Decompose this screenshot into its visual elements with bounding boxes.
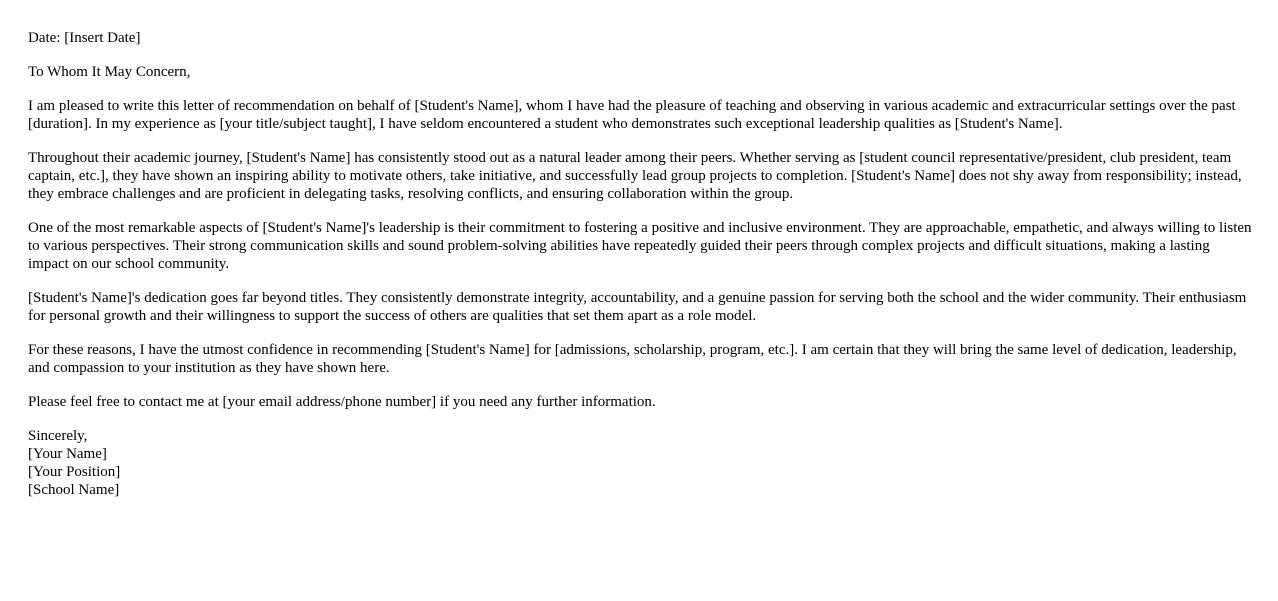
letter-date: Date: [Insert Date]	[28, 30, 141, 46]
letter-paragraph-dedication: [Student's Name]'s dedication goes far beyond titles. They consistently demonstrate integrity, accountability, and a genuine passion for serving both the school and the wider community. Their enthusiasm for personal growth and their willingness to support the success of others are qualities that set them apart as a role model.	[28, 290, 1247, 324]
letter-paragraph-leadership: Throughout their academic journey, [Student's Name] has consistently stood out as a natural leader among their peers. Whether serving as [student council representative/president, club president, team captain, etc.], they have shown an inspiring ability to motivate others, take initiative, and successfully lead group projects to completion. [Student's Name] does not shy away from responsibility; instead, they embrace challenges and are proficient in delegating tasks, resolving conflicts, and ensuring collaboration within the group.	[28, 150, 1242, 202]
closing-school-name: [School Name]	[28, 482, 120, 498]
letter-closing	[28, 427, 1253, 499]
letter-paragraph-intro: I am pleased to write this letter of recommendation on behalf of [Student's Name], whom I have had the pleasure of teaching and observing in various academic and extracurricular settings over the past [duration]. In my experience as [your title/subject taught], I have seldom encountered a student who demonstrates such exceptional leadership qualities as [Student's Name].	[28, 98, 1236, 132]
letter-paragraph-contact: Please feel free to contact me at [your email address/phone number] if you need any further information.	[28, 394, 656, 410]
closing-signer-name: [Your Name]	[28, 446, 107, 462]
letter-paragraph-environment: One of the most remarkable aspects of [Student's Name]'s leadership is their commitment to fostering a positive and inclusive environment. They are approachable, empathetic, and always willing to listen to various perspectives. Their strong communication skills and sound problem-solving abilities have repeatedly guided their peers through complex projects and difficult situations, making a lasting impact on our school community.	[28, 220, 1252, 272]
letter-salutation: To Whom It May Concern,	[28, 64, 191, 80]
recommendation-letter	[28, 29, 1253, 499]
letter-paragraph-recommendation: For these reasons, I have the utmost confidence in recommending [Student's Name] for [admissions, scholarship, program, etc.]. I am certain that they will bring the same level of dedication, leadership, and compassion to your institution as they have shown here.	[28, 342, 1237, 376]
closing-valediction: Sincerely,	[28, 428, 88, 444]
closing-signer-position: [Your Position]	[28, 464, 121, 480]
